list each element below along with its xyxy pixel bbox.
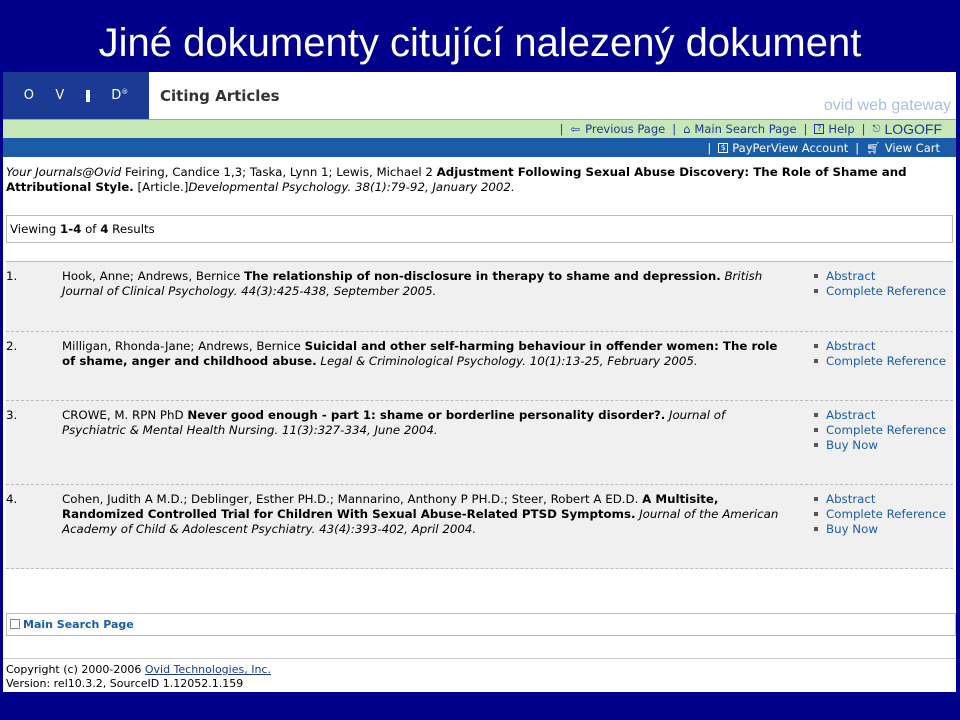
page-heading: Citing Articles xyxy=(160,87,280,105)
result-number: 3. xyxy=(6,408,18,422)
copyright-text: Copyright (c) 2000-2006 xyxy=(6,663,142,676)
result-authors: Hook, Anne; Andrews, Bernice xyxy=(62,269,241,283)
bullet-icon xyxy=(814,428,818,432)
bullet-icon xyxy=(814,527,818,531)
home-icon xyxy=(10,619,20,629)
viewing-of: of xyxy=(85,222,97,236)
bullet-icon xyxy=(814,274,818,278)
source-citation xyxy=(3,157,956,215)
cart-icon: 🛒︎ xyxy=(866,140,881,155)
complete-reference-link[interactable]: Complete Reference xyxy=(812,423,946,438)
viewing-total: 4 xyxy=(100,222,109,236)
viewing-suffix: Results xyxy=(112,222,155,236)
ovid-logo xyxy=(3,72,149,119)
result-row xyxy=(6,332,953,401)
result-title: The relationship of non-disclosure in therapy to shame and depression. xyxy=(244,269,721,283)
result-journal: Legal & Criminological Psychology. 10(1):13-25, February 2005. xyxy=(320,354,698,368)
footer xyxy=(6,663,271,691)
logo-letter-d: D® xyxy=(111,87,129,104)
logoff-icon: ⎋ xyxy=(872,123,881,135)
view-cart-link[interactable] xyxy=(866,141,940,155)
result-journal: Journal of Psychiatric & Mental Health Nursing. 11(3):327-334, June 2004. xyxy=(62,408,726,437)
bullet-icon xyxy=(814,443,818,447)
ovid-browser-page xyxy=(3,72,956,692)
abstract-link[interactable]: Abstract xyxy=(812,408,946,423)
logo-letter-i xyxy=(86,90,90,102)
copyright-line xyxy=(6,663,271,677)
result-row xyxy=(6,262,953,332)
help-label: Help xyxy=(828,122,855,136)
footer-divider xyxy=(3,658,956,659)
ovid-technologies-link[interactable]: Ovid Technologies, Inc. xyxy=(144,663,271,676)
result-title: A Multisite, Randomized Controlled Trial for Children With Sexual Abuse-Related PTSD Symptoms. xyxy=(62,492,719,521)
result-row xyxy=(6,401,953,485)
citation-journal: Developmental Psychology. 38(1):79-92, January 2002. xyxy=(188,180,515,194)
main-search-page-label: Main Search Page xyxy=(694,122,797,136)
abstract-link[interactable]: Abstract xyxy=(812,339,946,354)
slide-title: Jiné dokumenty citující nalezený dokument xyxy=(98,21,862,65)
back-arrow-icon: ⇦ xyxy=(570,122,581,136)
buy-now-link[interactable]: Buy Now xyxy=(812,438,946,453)
result-links xyxy=(812,269,946,299)
result-journal: British Journal of Clinical Psychology. 44(3):425-438, September 2005. xyxy=(62,269,763,298)
nav-bar-secondary xyxy=(3,138,956,157)
nav-separator: | xyxy=(861,122,866,136)
result-citation xyxy=(62,269,792,299)
result-authors: CROWE, M. RPN PhD xyxy=(62,408,184,422)
nav-separator: | xyxy=(855,140,860,155)
result-citation xyxy=(62,339,792,369)
previous-page-label: Previous Page xyxy=(585,122,666,136)
nav-separator: | xyxy=(707,140,712,155)
bullet-icon xyxy=(814,497,818,501)
logoff-label: LOGOFF xyxy=(884,121,942,137)
complete-reference-link[interactable]: Complete Reference xyxy=(812,354,946,369)
bullet-icon xyxy=(814,359,818,363)
dollar-icon: $ xyxy=(718,143,728,153)
buy-now-link[interactable]: Buy Now xyxy=(812,522,946,537)
result-row xyxy=(6,485,953,569)
ovid-header xyxy=(3,72,956,119)
citation-authors: Feiring, Candice 1,3; Taska, Lynn 1; Lewis, Michael 2 xyxy=(124,165,433,179)
abstract-link[interactable]: Abstract xyxy=(812,269,946,284)
result-journal: Journal of the American Academy of Child & Adolescent Psychiatry. 43(4):393-402, April 2004. xyxy=(62,507,779,536)
bullet-icon xyxy=(814,344,818,348)
gateway-label: ovid web gateway xyxy=(823,97,951,114)
nav-separator: | xyxy=(672,122,677,136)
result-authors: Cohen, Judith A M.D.; Deblinger, Esther PH.D.; Mannarino, Anthony P PH.D.; Steer, Robert A ED.D. xyxy=(62,492,639,506)
complete-reference-link[interactable]: Complete Reference xyxy=(812,507,946,522)
citation-type: [Article.] xyxy=(137,180,189,194)
results-count xyxy=(6,215,953,243)
result-links xyxy=(812,492,946,537)
version-text: Version: rel10.3.2, SourceID 1.12052.1.159 xyxy=(6,677,244,690)
nav-separator: | xyxy=(803,122,808,136)
citation-title: Adjustment Following Sexual Abuse Discovery: The Role of Shame and Attributional Style. xyxy=(6,165,907,194)
result-number: 1. xyxy=(6,269,18,283)
nav-separator: | xyxy=(559,122,564,136)
abstract-link[interactable]: Abstract xyxy=(812,492,946,507)
result-authors: Milligan, Rhonda-Jane; Andrews, Bernice xyxy=(62,339,301,353)
main-search-page-link[interactable] xyxy=(683,122,796,136)
result-title: Never good enough - part 1: shame or borderline personality disorder?. xyxy=(187,408,666,422)
viewing-range: 1-4 xyxy=(60,222,82,236)
logo-letter-v: V xyxy=(55,88,65,103)
nav-bar-primary xyxy=(3,119,956,138)
bullet-icon xyxy=(814,413,818,417)
payperview-label: PayPerView Account xyxy=(732,140,849,155)
citation-source: Your Journals@Ovid xyxy=(6,165,122,179)
help-link[interactable] xyxy=(814,122,854,136)
payperview-link[interactable] xyxy=(718,141,848,155)
previous-page-link[interactable] xyxy=(570,122,665,136)
help-icon: ? xyxy=(814,124,824,134)
result-number: 4. xyxy=(6,492,18,506)
result-title: Suicidal and other self-harming behaviour in offender women: The role of shame, anger and childhood abuse. xyxy=(62,339,778,368)
result-links xyxy=(812,408,946,453)
view-cart-label: View Cart xyxy=(884,140,940,155)
result-number: 2. xyxy=(6,339,18,353)
main-search-page-button[interactable] xyxy=(6,613,956,636)
result-citation xyxy=(62,408,792,438)
bullet-icon xyxy=(814,512,818,516)
logoff-link[interactable] xyxy=(873,121,942,137)
home-icon: ⌂ xyxy=(683,122,691,136)
main-search-label: Main Search Page xyxy=(23,618,134,631)
results-list xyxy=(6,262,953,569)
viewing-prefix: Viewing xyxy=(10,222,57,236)
bullet-icon xyxy=(814,289,818,293)
logo-letter-o: O xyxy=(23,88,34,103)
result-links xyxy=(812,339,946,369)
result-citation xyxy=(62,492,792,537)
complete-reference-link[interactable]: Complete Reference xyxy=(812,284,946,299)
